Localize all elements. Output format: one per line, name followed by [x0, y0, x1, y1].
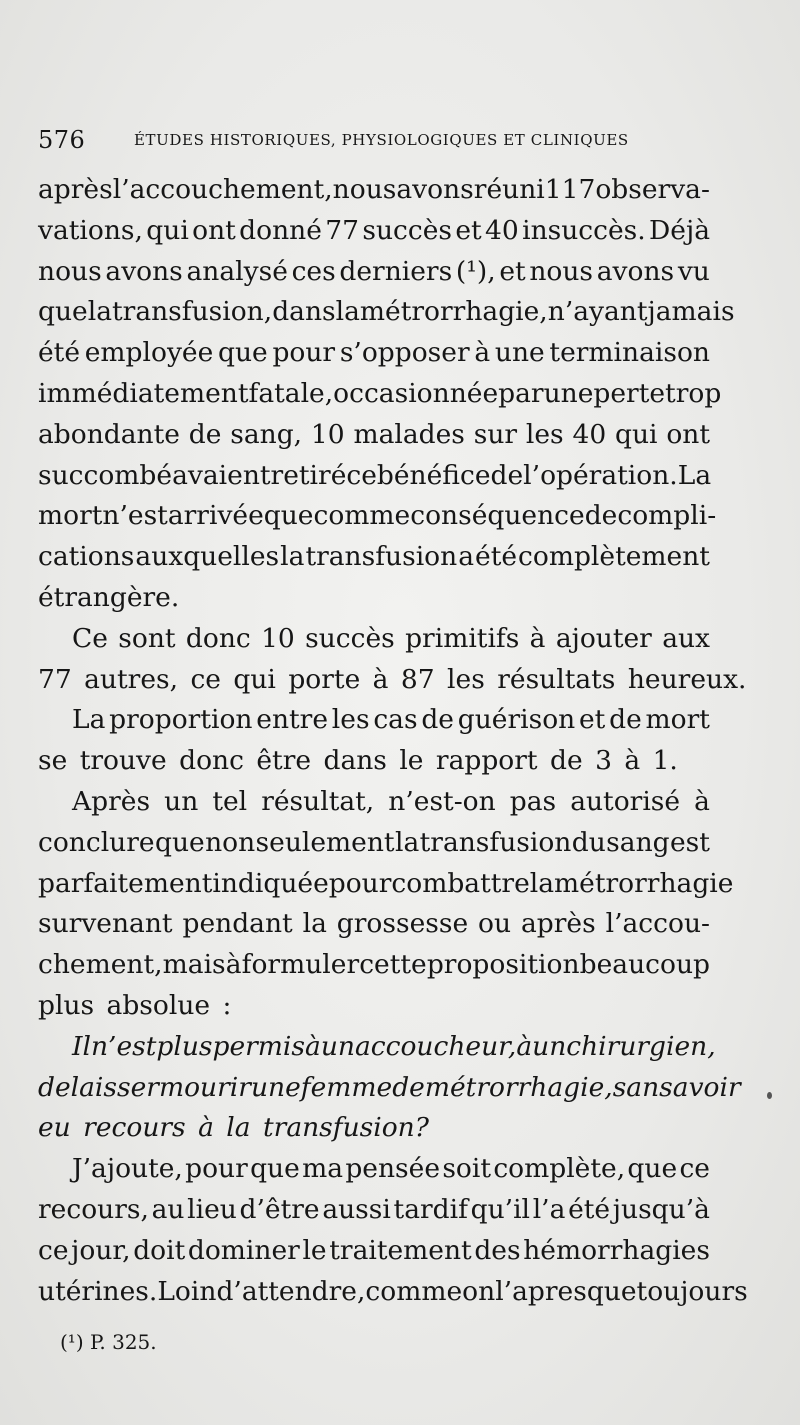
body-text: [38, 170, 748, 1312]
text-line: Ce sont donc 10 succès primitifs à ajouter aux: [72, 622, 710, 654]
text-line: cations auxquelles la transfusion a été complètement: [38, 541, 710, 573]
text-line: La proportion entre les cas de guérison et de mort: [72, 704, 710, 736]
text-line: ce jour, doit dominer le traitement des hémorrhagies: [38, 1234, 710, 1266]
text-line: immédiatement fatale, occasionnée par une perte trop: [38, 377, 722, 409]
text-line: conclure que non seulement la transfusion du sang est: [38, 826, 710, 858]
text-line: parfaitement indiquée pour combattre la métrorrhagie: [38, 867, 734, 899]
text-line: été employée que pour s’opposer à une terminaison: [38, 337, 710, 369]
ink-speck: [767, 1092, 772, 1099]
text-line: Il n’est plus permis à un accoucheur, à un chirurgien,: [72, 1030, 716, 1062]
text-line: nous avons analysé ces derniers (¹), et nous avons vu: [38, 255, 710, 287]
text-line: mort n’est arrivée que comme conséquence de compli-: [38, 500, 717, 532]
text-line: abondante de sang, 10 malades sur les 40 qui ont: [38, 418, 710, 450]
text-line: que la transfusion, dans la métrorrhagie, n’ayant jamais: [38, 296, 735, 328]
text-line: J’ajoute, pour que ma pensée soit complète, que ce: [72, 1153, 710, 1185]
text-line: de laisser mourir une femme de métrorrhagie, sans avoir: [38, 1071, 741, 1103]
text-line: eu recours à la transfusion?: [38, 1112, 429, 1144]
text-line: survenant pendant la grossesse ou après l’accou-: [38, 908, 710, 940]
text-line: recours, au lieu d’être aussi tardif qu’il l’a été jusqu’à: [38, 1193, 710, 1225]
text-line: se trouve donc être dans le rapport de 3 à 1.: [38, 745, 678, 777]
running-title: ÉTUDES HISTORIQUES, PHYSIOLOGIQUES ET CLINIQUES: [134, 131, 629, 149]
page-number: 576: [38, 126, 86, 154]
text-line: plus absolue :: [38, 989, 232, 1021]
text-line: 77 autres, ce qui porte à 87 les résultats heureux.: [38, 663, 747, 695]
text-line: succombé avaient retiré ce bénéfice de l’opération. La: [38, 459, 712, 491]
text-line: utérines. Loin d’attendre, comme on l’a presque toujours: [38, 1275, 748, 1307]
page-header: [38, 126, 758, 158]
text-line: Après un tel résultat, n’est-on pas autorisé à: [72, 785, 710, 817]
text-line: chement, mais à formuler cette proposition beaucoup: [38, 949, 710, 981]
text-line: vations, qui ont donné 77 succès et 40 insuccès. Déjà: [38, 214, 710, 246]
text-line: après l’accouchement, nous avons réuni 117 observa-: [38, 174, 710, 205]
footnote: (¹) P. 325.: [60, 1330, 157, 1354]
text-line: étrangère.: [38, 581, 180, 613]
